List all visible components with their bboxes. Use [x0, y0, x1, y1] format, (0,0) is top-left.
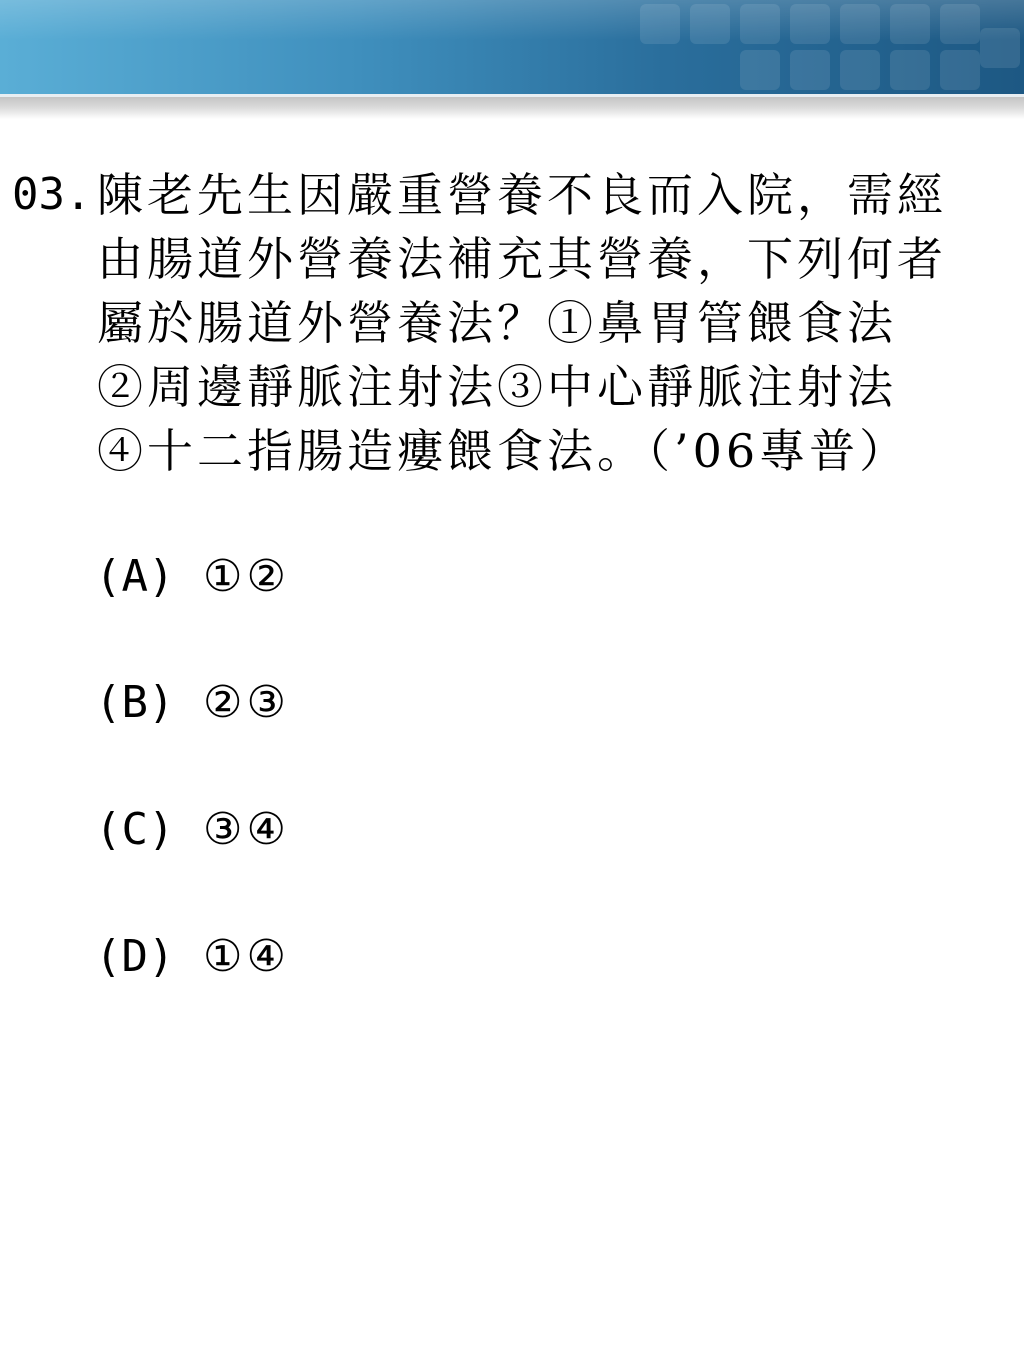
option-value: ②③: [203, 677, 290, 728]
question-line: 屬於腸道外營養法？①鼻胃管餵食法: [97, 296, 897, 350]
question-line: 由腸道外營養法補充其營養，下列何者: [97, 232, 947, 286]
header-tile: [790, 50, 830, 90]
option-label: (C): [95, 804, 175, 855]
question-line: ④十二指腸造瘻餵食法。（’06專普）: [97, 424, 910, 478]
option-a[interactable]: [95, 545, 290, 609]
header-shadow: [0, 97, 1024, 119]
option-value: ①②: [203, 551, 290, 602]
option-c[interactable]: [95, 798, 290, 862]
header-tile: [690, 4, 730, 44]
question-line: ②周邊靜脈注射法③中心靜脈注射法: [97, 360, 897, 414]
header-tile: [890, 50, 930, 90]
question-text: [97, 163, 1007, 483]
header-tile: [840, 4, 880, 44]
option-value: ①④: [203, 931, 290, 982]
header-tile: [840, 50, 880, 90]
header-tile: [790, 4, 830, 44]
question-number: 03.: [12, 169, 92, 220]
header-tile: [740, 50, 780, 90]
option-value: ③④: [203, 804, 290, 855]
question-line: 陳老先生因嚴重營養不良而入院，需經: [97, 168, 947, 222]
header-tile: [740, 4, 780, 44]
header-tile: [640, 4, 680, 44]
header-band: [0, 0, 1024, 94]
option-label: (B): [95, 677, 175, 728]
option-d[interactable]: [95, 925, 290, 989]
option-label: (A): [95, 551, 175, 602]
option-label: (D): [95, 931, 175, 982]
header-tile: [940, 50, 980, 90]
header-tile: [940, 4, 980, 44]
header-tile: [890, 4, 930, 44]
option-b[interactable]: [95, 671, 290, 735]
header-tile: [980, 28, 1020, 68]
